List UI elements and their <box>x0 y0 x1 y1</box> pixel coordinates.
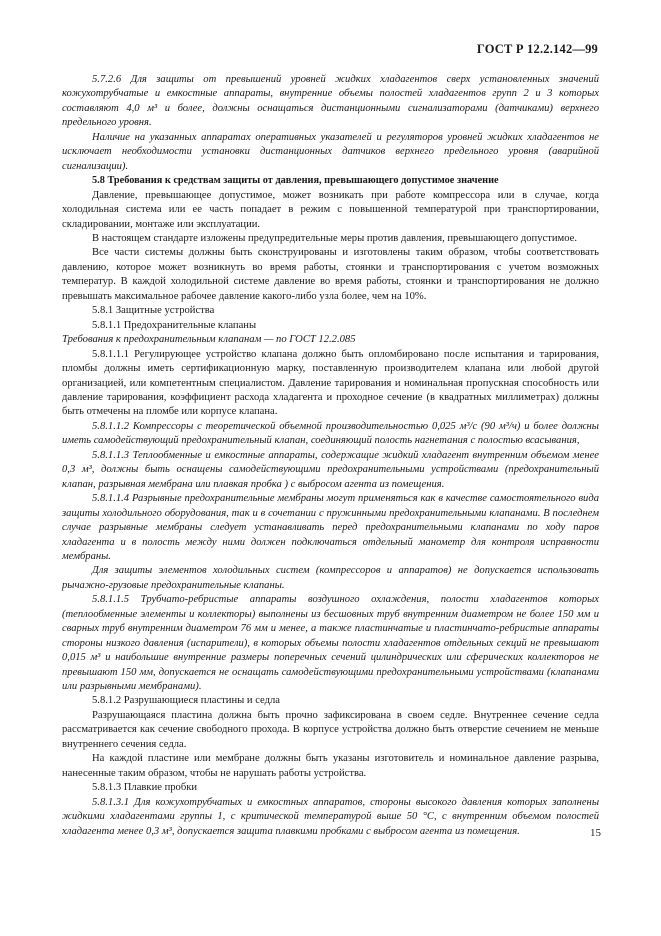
page-number: 15 <box>590 827 601 839</box>
paragraph: 5.8.1.1.4 Разрывные предохранительные мембраны могут применяться как в качестве самостоятельного вида защиты холодильного оборудования, так и в сочетании с пружинными предохранительными клапанами. В последнем случае разрывные мембраны следует устанавливать перед предохранительными клапанами по ходу паров хладагента и в полость между ними должен подключаться отдельный манометр для контроля исправности мембраны. <box>62 493 599 562</box>
paragraph: 5.8.1.1 Предохранительные клапаны <box>92 319 257 331</box>
paragraph: 5.8.1.1.2 Компрессоры с теоретической объемной производительностью 0,025 м³/с (90 м³/ч) и более должны иметь самодействующий предохранительный клапан, соединяющий полость нагнетания с полостью всасывания, <box>62 420 599 447</box>
paragraph: Разрушающаяся пластина должна быть прочно зафиксирована в своем седле. Внутреннее сечение седла рассматривается как сечение свободного прохода. В корпусе устройства должно быть отверстие сечением не меньше внутреннего сечения седла. <box>62 709 599 750</box>
standard-header: ГОСТ Р 12.2.142—99 <box>476 42 598 56</box>
paragraph: Требования к предохранительным клапанам — по ГОСТ 12.2.085 <box>62 334 356 346</box>
paragraph: Давление, превышающее допустимое, может возникать при работе компрессора или в случае, когда холодильная система или ее часть попадает в режим с повышенной температурой при транспортировании, складировании, монтаже или эксплуатации. <box>62 189 599 230</box>
paragraph: В настоящем стандарте изложены предупредительные меры против давления, превышающего допустимое. <box>92 232 577 244</box>
paragraph: 5.8.1.2 Разрушающиеся пластины и седла <box>92 695 280 707</box>
paragraph: 5.7.2.6 Для защиты от превышений уровней жидких хладагентов сверх установленных значений кожухотрубчатые и емкостные аппараты, внутренние объемы полостей хладагентов групп 2 и 3 которых составляют 4,0 м³ и более, должны оснащаться дистанционными сигнализаторами (датчиками) верхнего предельного уровня. <box>62 74 599 129</box>
document-body <box>62 73 599 839</box>
paragraph: Для защиты элементов холодильных систем (компрессоров и аппаратов) не допускается использовать рычажно-грузовые предохранительные клапаны. <box>62 565 599 591</box>
paragraph: 5.8.1.3 Плавкие пробки <box>92 782 198 794</box>
paragraph: 5.8.1.3.1 Для кожухотрубчатых и емкостных аппаратов, стороны высокого давления которых заполнены жидкими хладагентами группы 1, с критической температурой выше 50 °С, с внутренним объемом полостей хладагента менее 0,3 м³, допускается защита плавкими пробками с выбросом агента из помещения. <box>62 796 599 837</box>
paragraph: Все части системы должны быть сконструированы и изготовлены таким образом, чтобы соответствовать давлению, которое может возникнуть во время работы, стоянки и транспортирования с учетом возможных температур. В каждой холодильной системе давление во время работы, стоянки и транспортирования не должно превышать максимальное рабочее давление какого-либо узла более, чем на 10%. <box>62 247 599 302</box>
paragraph: 5.8.1.1.3 Теплообменные и емкостные аппараты, содержащие жидкий хладагент внутренним объемом менее 0,3 м³, должны быть оснащены самодействующими предохранительными устройствами (предохранительный клапан, разрывная мембрана или плавкая пробка ) с выбросом агента из помещения. <box>62 449 599 490</box>
section-heading: 5.8 Требования к средствам защиты от давления, превышающего допустимое значение <box>92 175 499 187</box>
paragraph: На каждой пластине или мембране должны быть указаны изготовитель и номинальное давление разрыва, нанесенные таким образом, чтобы не нарушать работы устройства. <box>62 753 599 779</box>
paragraph: 5.8.1 Защитные устройства <box>92 305 215 317</box>
paragraph: Наличие на указанных аппаратах оперативных указателей и регуляторов уровней жидких хладагентов не исключает необходимости установки дистанционных датчиков верхнего предельного уровня (аварийной сигнализации). <box>62 131 599 172</box>
paragraph: 5.8.1.1.5 Трубчато-ребристые аппараты воздушного охлаждения, полости хладагентов которых (теплообменные элементы и коллекторы) выполнены из бесшовных труб внутренним диаметром не более 150 мм и сварных труб внутренним диаметром 76 мм и менее, а также пластинчатые и пластинчато-ребристые аппараты стороны низкого давления (испарители), в которых объемы полости хладагентов отдельных секций не превышают 0,015 м³ и наибольшие внутренние размеры поперечных сечений цилиндрических или сферических коллекторов не превышают 150 мм, допускается не оснащать самодействующими предохранительными устройствами (клапанами или разрывными мембранами). <box>62 594 599 693</box>
paragraph: 5.8.1.1.1 Регулирующее устройство клапана должно быть опломбировано после испытания и тарирования, пломбы должны иметь сертификационную марку, поставленную производителем клапана или любой другой организацией, или компетентным специалистом. Давление тарирования и номинальная пропускная способность или давление тарирования, коэффициент расхода хладагента и проходное сечение (в квадратных миллиметрах) должны быть отмечены на пломбе или корпусе клапана. <box>62 348 599 418</box>
